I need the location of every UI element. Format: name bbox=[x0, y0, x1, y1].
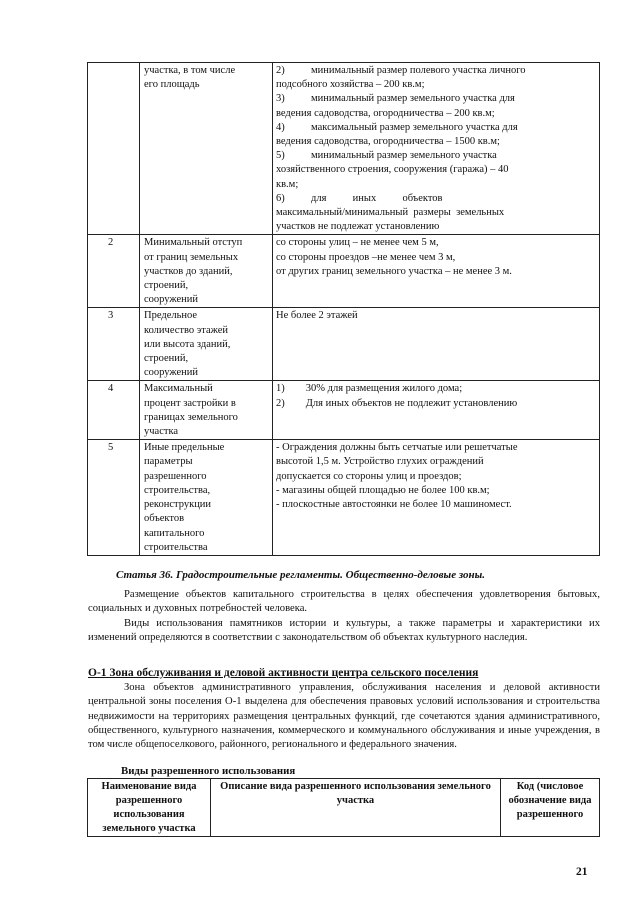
parameter-name-line: границах земельного bbox=[144, 411, 238, 423]
parameter-name-line: от границ земельных bbox=[144, 251, 239, 263]
article-heading: Статья 36. Градостроительные регламенты. Общественно-деловые зоны. bbox=[116, 569, 485, 581]
parameter-name bbox=[140, 308, 273, 381]
parameter-name-line: его площадь bbox=[144, 79, 200, 91]
parameter-value-line: подсобного хозяйства – 200 кв.м; bbox=[276, 79, 425, 91]
parameter-name-line: сооружений bbox=[144, 367, 199, 379]
parameter-value-line: - Ограждения должны быть сетчатые или решетчатые bbox=[276, 442, 518, 454]
paragraph-zone-description: Зона объектов административного управления, обслуживания населения и деловой активности центральной зоны поселения О-1 выделена для обеспечения правовых условий использования и строительства недвижимости на территориях размещения центральных функций, где сочетаются здания административного, общественного, культурного назначения, коммерческого и коммунального обслуживания и иные учреждения, в том числе общепоселкового, районного, регионального и федерального значения. bbox=[88, 682, 600, 751]
permitted-uses-table bbox=[87, 778, 600, 837]
parameter-name-line: Минимальный отступ bbox=[144, 237, 243, 249]
parameter-value-line: допускается со стороны улиц и проездов; bbox=[276, 470, 462, 482]
header-use-code: Код (числовое обозначение вида разрешенного bbox=[501, 779, 600, 837]
parameter-name-line: строений, bbox=[144, 280, 189, 292]
parameter-value-line: 1) 30% для размещения жилого дома; bbox=[276, 383, 463, 395]
parameter-value-line: 4) максимальный размер земельного участка для bbox=[276, 121, 518, 133]
parameter-value-line: 2) Для иных объектов не подлежит установлению bbox=[276, 397, 518, 409]
permitted-uses-title: Виды разрешенного использования bbox=[121, 765, 296, 777]
parameter-name-line: строительства, bbox=[144, 484, 211, 496]
parameter-value-line: 2) минимальный размер полевого участка личного bbox=[276, 65, 526, 76]
parameter-value-line: Не более 2 этажей bbox=[276, 310, 358, 322]
parameter-name-line: процент застройки в bbox=[144, 397, 236, 409]
parameter-value-line: со стороны проездов –не менее чем 3 м, bbox=[276, 251, 456, 263]
parameter-value-line: кв.м; bbox=[276, 178, 299, 190]
parameter-name bbox=[140, 63, 273, 235]
page-number: 21 bbox=[576, 866, 588, 878]
parameter-name-line: количество этажей bbox=[144, 324, 229, 336]
parameter-name bbox=[140, 235, 273, 308]
parameter-value-line: 6) для иных объектов bbox=[276, 192, 443, 204]
table-row bbox=[88, 381, 600, 440]
table-row bbox=[88, 308, 600, 381]
table-row bbox=[88, 63, 600, 235]
parameter-value-line: со стороны улиц – не менее чем 5 м, bbox=[276, 237, 439, 249]
row-number: 4 bbox=[88, 381, 140, 440]
parameter-name-line: параметры bbox=[144, 456, 193, 468]
parameter-name-line: Предельное bbox=[144, 310, 198, 322]
row-number: 2 bbox=[88, 235, 140, 308]
parameter-value bbox=[273, 308, 600, 381]
paragraph-purpose: Размещение объектов капитального строительства в целях обеспечения удовлетворения бытовых, социальных и духовных потребностей человека. bbox=[88, 589, 600, 615]
parameter-value-line: участков не подлежат установлению bbox=[276, 221, 440, 233]
row-number: 3 bbox=[88, 308, 140, 381]
table-row bbox=[88, 440, 600, 556]
parameter-name-line: Максимальный bbox=[144, 383, 213, 395]
parameter-value-line: ведения садоводства, огородничества – 200 кв.м; bbox=[276, 107, 495, 119]
parameter-value bbox=[273, 235, 600, 308]
parameter-name-line: реконструкции bbox=[144, 499, 212, 511]
parameter-name-line: строений, bbox=[144, 353, 189, 365]
zone-title: О-1 Зона обслуживания и деловой активности центра сельского поселения bbox=[88, 667, 479, 679]
parameter-value-line: 5) минимальный размер земельного участка bbox=[276, 150, 497, 162]
paragraph-heritage: Виды использования памятников истории и культуры, а также параметры и характеристики их изменений определяются в соответствии с законодательством об объектах культурного наследия. bbox=[88, 618, 600, 644]
row-number: 5 bbox=[88, 440, 140, 556]
parameter-name bbox=[140, 440, 273, 556]
parameter-value-line: - магазины общей площадью не более 100 кв.м; bbox=[276, 484, 490, 496]
parameter-name-line: или высота зданий, bbox=[144, 338, 231, 350]
parameter-value-line: ведения садоводства, огородничества – 1500 кв.м; bbox=[276, 136, 500, 148]
parameter-value-line: хозяйственного строения, сооружения (гаража) – 40 bbox=[276, 164, 509, 176]
parameter-name-line: капитального bbox=[144, 527, 205, 539]
parameter-name-line: участка, в том числе bbox=[144, 65, 236, 76]
table-row bbox=[88, 235, 600, 308]
parameter-name-line: Иные предельные bbox=[144, 442, 225, 454]
parameter-name bbox=[140, 381, 273, 440]
parameter-value-line: - плоскостные автостоянки не более 10 машиномест. bbox=[276, 499, 512, 511]
parameter-value-line: максимальный/минимальный размеры земельных bbox=[276, 207, 505, 219]
parameter-value-line: высотой 1,5 м. Устройство глухих ограждений bbox=[276, 456, 484, 468]
parameter-name-line: участка bbox=[144, 426, 179, 438]
parameter-name-line: сооружений bbox=[144, 294, 199, 306]
parameter-value bbox=[273, 63, 600, 235]
parameters-table bbox=[87, 62, 600, 556]
parameter-name-line: объектов bbox=[144, 513, 185, 525]
permitted-uses-header-row bbox=[88, 779, 600, 837]
row-number bbox=[88, 63, 140, 235]
header-name-of-use: Наименование вида разрешенного использования земельного участка bbox=[88, 779, 211, 837]
header-description-of-use: Описание вида разрешенного использования земельного участка bbox=[211, 779, 501, 837]
parameter-value-line: 3) минимальный размер земельного участка для bbox=[276, 93, 515, 105]
parameter-value-line: от других границ земельного участка – не менее 3 м. bbox=[276, 265, 512, 277]
parameter-name-line: разрешенного bbox=[144, 470, 207, 482]
parameter-value bbox=[273, 440, 600, 556]
parameter-name-line: участков до зданий, bbox=[144, 265, 233, 277]
parameter-name-line: строительства bbox=[144, 541, 208, 553]
parameter-value bbox=[273, 381, 600, 440]
